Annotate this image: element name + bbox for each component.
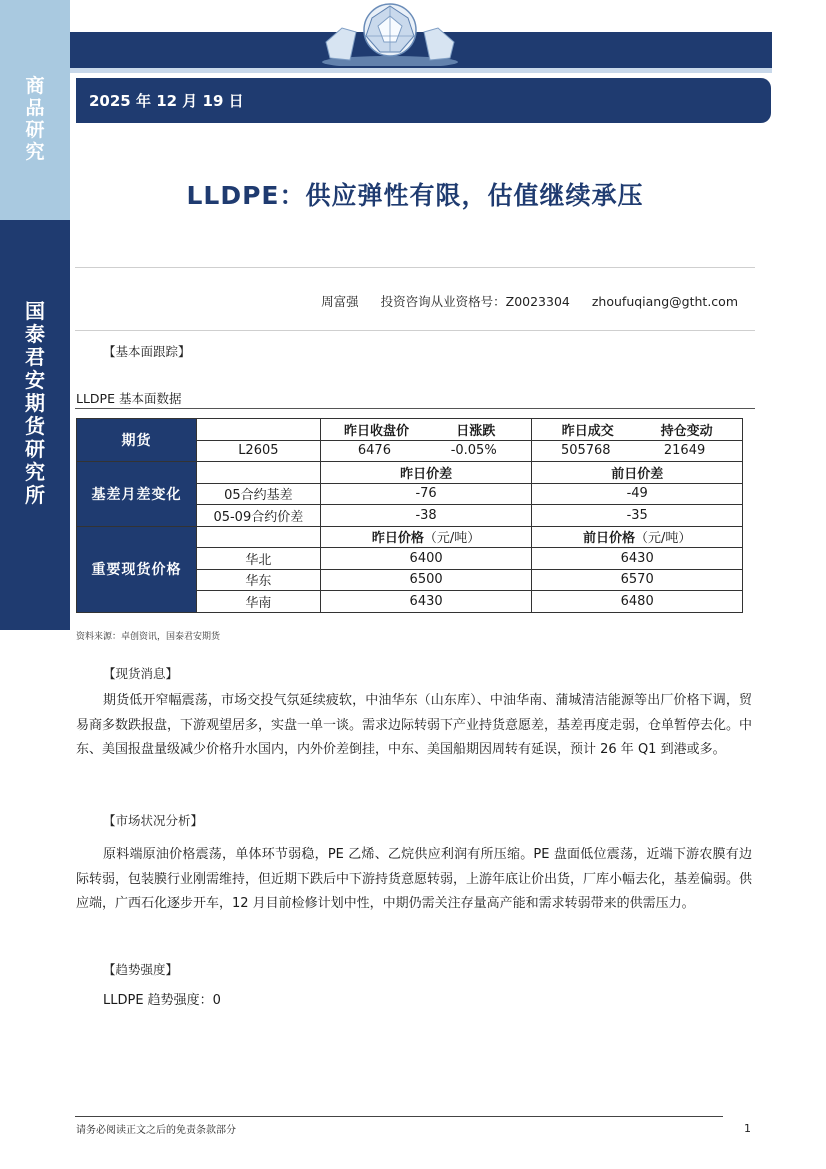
row-label-basis: 基差月差变化 bbox=[77, 462, 197, 527]
cell-spread-name: 05-09合约价差 bbox=[196, 505, 320, 527]
header-oi-change: 持仓变动 bbox=[660, 423, 713, 439]
divider bbox=[75, 330, 755, 331]
header-basis-yest: 昨日价差 bbox=[320, 462, 532, 484]
cell-spot-yest: 6500 bbox=[320, 569, 532, 591]
row-label-spot: 重要现货价格 bbox=[77, 526, 197, 612]
page-number: 1 bbox=[744, 1122, 751, 1135]
cell-contract: L2605 bbox=[196, 440, 320, 462]
header-close: 昨日收盘价 bbox=[343, 423, 409, 439]
cell-spot-yest: 6400 bbox=[320, 548, 532, 570]
footer-disclaimer: 请务必阅读正文之后的免责条款部分 bbox=[76, 1125, 236, 1136]
footer-divider bbox=[75, 1116, 723, 1117]
section-heading-trend: 【趋势强度】 bbox=[103, 962, 179, 977]
cell-change: -0.05% bbox=[450, 443, 497, 459]
cell-spot-prev: 6480 bbox=[532, 591, 743, 613]
cell-spot-yest: 6430 bbox=[320, 591, 532, 613]
trend-strength-text: LLDPE 趋势强度：0 bbox=[103, 993, 221, 1008]
author-name: 周富强 bbox=[321, 294, 359, 309]
report-title: LLDPE：供应弹性有限，估值继续承压 bbox=[186, 181, 644, 210]
header-basis-prev: 前日价差 bbox=[532, 462, 743, 484]
cell-oi-change: 21649 bbox=[663, 443, 706, 459]
header-spot-unit: （元/吨） bbox=[635, 531, 692, 547]
section-heading-market-analysis: 【市场状况分析】 bbox=[103, 813, 204, 828]
table-source: 资料来源：卓创资讯，国泰君安期货 bbox=[76, 632, 221, 642]
header-spot-yest: 昨日价格 bbox=[371, 531, 424, 547]
section-heading-spot-news: 【现货消息】 bbox=[103, 666, 179, 681]
cell-basis-prev: -49 bbox=[532, 483, 743, 505]
cell-volume: 505768 bbox=[560, 443, 611, 459]
cell-region: 华南 bbox=[196, 591, 320, 613]
header-volume: 昨日成交 bbox=[561, 423, 614, 439]
row-label-futures: 期货 bbox=[77, 419, 197, 462]
table-row bbox=[77, 462, 743, 484]
divider bbox=[75, 267, 755, 268]
fundamentals-table bbox=[76, 418, 743, 613]
cell-spread-yest: -38 bbox=[320, 505, 532, 527]
header-change: 日涨跌 bbox=[456, 423, 496, 439]
cell-spot-prev: 6430 bbox=[532, 548, 743, 570]
cell-basis-name: 05合约基差 bbox=[196, 483, 320, 505]
header-strip bbox=[70, 68, 772, 73]
cell-region: 华东 bbox=[196, 569, 320, 591]
diamond-logo-icon bbox=[320, 2, 460, 66]
cell-spread-prev: -35 bbox=[532, 505, 743, 527]
cell-spot-prev: 6570 bbox=[532, 569, 743, 591]
sidebar-label-commodity-research: 商 品 研 究 bbox=[25, 75, 45, 163]
author-line bbox=[75, 292, 738, 310]
header-spot-unit: （元/吨） bbox=[423, 531, 481, 547]
section-heading-fundamentals: 【基本面跟踪】 bbox=[103, 344, 191, 359]
market-analysis-paragraph: 原料端原油价格震荡，单体环节弱稳，PE 乙烯、乙烷供应利润有所压缩。PE 盘面低位震荡，近端下游农膜有边际转弱，包装膜行业刚需维持，但近期下跌后中下游持货意愿转弱，上游年底让价出货，厂库小幅去化，基差偏弱。供应端，广西石化逐步开车，12 月目前检修计划中性，中期仍需关注存量高产能和需求转弱带来的供需压力。 bbox=[76, 847, 753, 911]
cell-close: 6476 bbox=[357, 443, 391, 459]
table-rule bbox=[75, 408, 755, 409]
header-spot-prev: 前日价格 bbox=[582, 531, 635, 547]
cell-region: 华北 bbox=[196, 548, 320, 570]
table-row bbox=[77, 526, 743, 548]
table-caption: LLDPE 基本面数据 bbox=[76, 391, 182, 406]
report-date: 2025 年 12 月 19 日 bbox=[89, 92, 244, 110]
cell-basis-yest: -76 bbox=[320, 483, 532, 505]
author-qualification: 投资咨询从业资格号：Z0023304 bbox=[380, 294, 570, 309]
table-row bbox=[77, 419, 743, 441]
author-email: zhoufuqiang@gtht.com bbox=[591, 294, 738, 309]
spot-news-paragraph: 期货低开窄幅震荡，市场交投气氛延续疲软，中油华东（山东库）、中油华南、蒲城清洁能源等出厂价格下调，贸易商多数跌报盘，下游观望居多，实盘一单一谈。需求边际转弱下产业持货意愿差，基差再度走弱，仓单暂停去化。中东、美国报盘量级减少价格升水国内，内外价差倒挂，中东、美国船期因周转有延误，预计 26 年 Q1 到港或多。 bbox=[76, 693, 753, 757]
sidebar-label-institute: 国 泰 君 安 期 货 研 究 所 bbox=[25, 299, 45, 507]
